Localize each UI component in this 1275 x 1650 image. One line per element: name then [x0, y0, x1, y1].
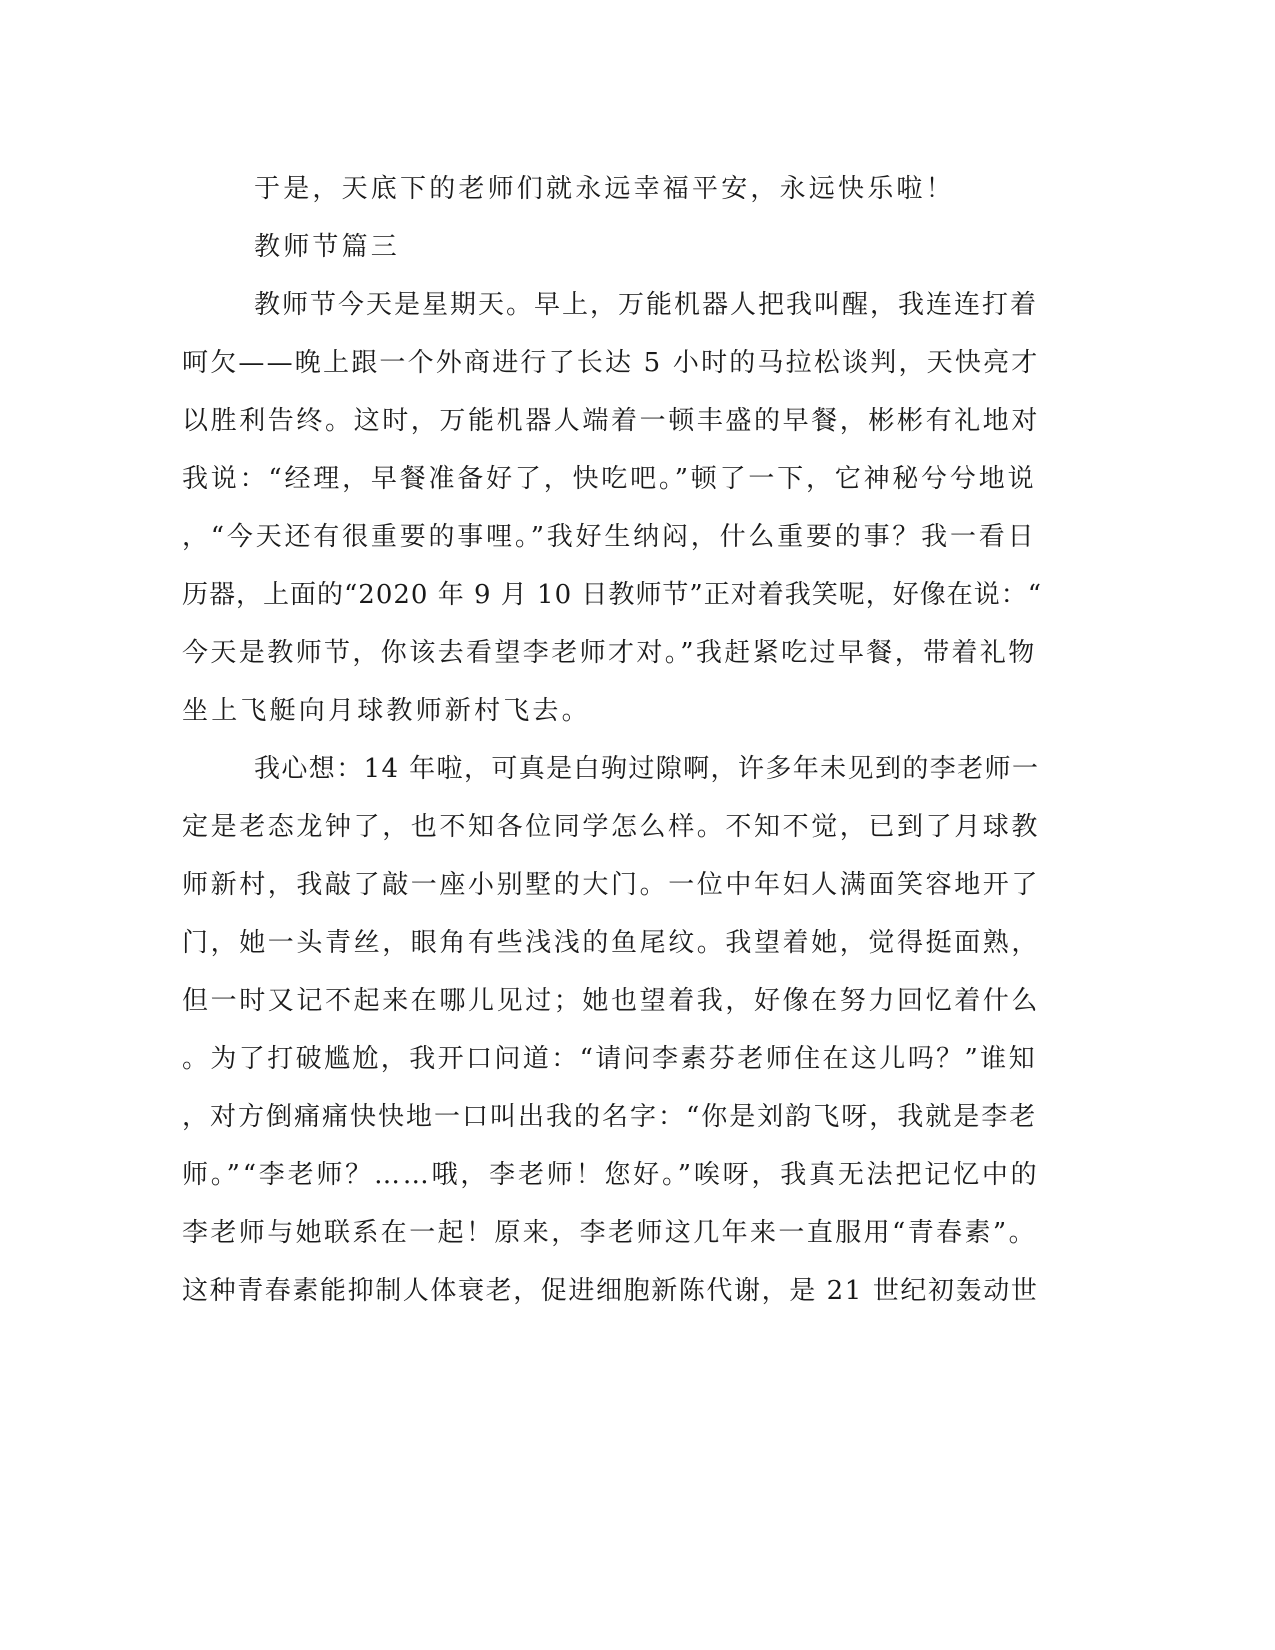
section-heading: 教师节篇三 [254, 232, 401, 262]
paragraph-line: 于是，天底下的老师们就永远幸福平安，永远快乐啦！ [254, 174, 955, 204]
paragraph-line: ，对方倒痛痛快快地一口叫出我的名字：“你是刘韵飞呀，我就是李老 [182, 1102, 1038, 1132]
paragraph-line: 我说：“经理，早餐准备好了，快吃吧。”顿了一下，它神秘兮兮地说 [182, 464, 1037, 494]
paragraph-line: 坐上飞艇向月球教师新村飞去。 [182, 696, 591, 726]
paragraph-line: 但一时又记不起来在哪儿见过；她也望着我，好像在努力回忆着什么 [182, 986, 1041, 1016]
paragraph-line: ，“今天还有很重要的事哩。”我好生纳闷，什么重要的事？我一看日 [182, 522, 1037, 552]
paragraph-line: 呵欠——晚上跟一个外商进行了长达 5 小时的马拉松谈判，天快亮才 [182, 348, 1040, 378]
paragraph-line: 今天是教师节，你该去看望李老师才对。”我赶紧吃过早餐，带着礼物 [182, 638, 1037, 668]
paragraph-line: 李老师与她联系在一起！原来，李老师这几年来一直服用“青春素”。 [182, 1218, 1037, 1248]
paragraph-line: 。为了打破尴尬，我开口问道：“请问李素芬老师住在这儿吗？”谁知 [182, 1044, 1037, 1074]
paragraph-line: 门，她一头青丝，眼角有些浅浅的鱼尾纹。我望着她，觉得挺面熟， [182, 928, 1041, 958]
paragraph-line: 我心想：14 年啦，可真是白驹过隙啊，许多年未见到的李老师一 [254, 754, 1040, 784]
paragraph-line: 这种青春素能抑制人体衰老，促进细胞新陈代谢，是 21 世纪初轰动世 [182, 1276, 1039, 1306]
document-body [182, 160, 1042, 1320]
paragraph-line: 历器，上面的“2020 年 9 月 10 日教师节”正对着我笑呢，好像在说：“ [182, 580, 1042, 610]
paragraph-line: 以胜利告终。这时，万能机器人端着一顿丰盛的早餐，彬彬有礼地对 [182, 406, 1041, 436]
paragraph-line: 师新村，我敲了敲一座小别墅的大门。一位中年妇人满面笑容地开了 [182, 870, 1041, 900]
paragraph-line: 定是老态龙钟了，也不知各位同学怎么样。不知不觉，已到了月球教 [182, 812, 1041, 842]
paragraph-line: 师。”“李老师？……哦，李老师！您好。”唉呀，我真无法把记忆中的 [182, 1160, 1040, 1190]
paragraph-line: 教师节今天是星期天。早上，万能机器人把我叫醒，我连连打着 [254, 290, 1039, 320]
